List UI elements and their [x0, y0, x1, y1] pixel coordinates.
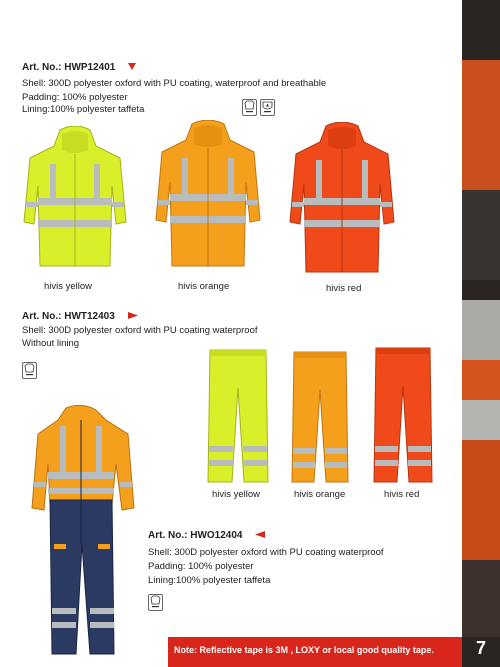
coverall-image: [30, 404, 138, 665]
jacket-orange-image: [154, 120, 262, 281]
footer-note: Note: Reflective tape is 3M , LOXY or local good quality tape.: [174, 645, 434, 655]
spec-line: Shell: 300D polyester oxford with PU coating, waterproof and breathable: [22, 78, 327, 89]
triangle-down-marker: [128, 62, 136, 73]
caption-hivis-orange: hivis orange: [294, 489, 346, 500]
en471-certificate-icon: [242, 99, 257, 116]
art-no-hwp12401: Art. No.: HWP12401: [22, 62, 136, 73]
art-no-hwo12404: Art. No.: HWO12404: [148, 530, 265, 541]
page-number: 7: [475, 638, 486, 658]
trousers-orange-image: [290, 350, 350, 489]
side-photo-strip: [462, 0, 500, 667]
spec-line: Without lining: [22, 338, 80, 349]
caption-hivis-yellow: hivis yellow: [212, 489, 261, 500]
trousers-red-image: [372, 346, 434, 489]
trousers-yellow-image: [206, 348, 270, 489]
spec-line: Padding: 100% polyester: [22, 92, 128, 103]
en471-certificate-icon: [22, 362, 37, 379]
jacket-red-image: [288, 122, 396, 285]
spec-line: Padding: 100% polyester: [148, 561, 254, 572]
spec-line: Shell: 300D polyester oxford with PU coating waterproof: [22, 325, 258, 336]
spec-line: Lining:100% polyester taffeta: [148, 575, 271, 586]
caption-hivis-yellow: hivis yellow: [44, 281, 93, 292]
art-no-hwt12403: Art. No.: HWT12403: [22, 311, 138, 322]
caption-hivis-orange: hivis orange: [178, 281, 230, 292]
spec-line: Shell: 300D polyester oxford with PU coating waterproof: [148, 547, 384, 558]
caption-hivis-red: hivis red: [326, 283, 362, 294]
en471-certificate-icon: [148, 594, 163, 611]
caption-hivis-red: hivis red: [384, 489, 420, 500]
spec-line: Lining:100% polyester taffeta: [22, 104, 145, 115]
triangle-right-marker: [128, 311, 138, 322]
en343-certificate-icon: [260, 99, 275, 116]
triangle-left-marker: [255, 530, 265, 541]
jacket-yellow-image: [22, 126, 128, 281]
